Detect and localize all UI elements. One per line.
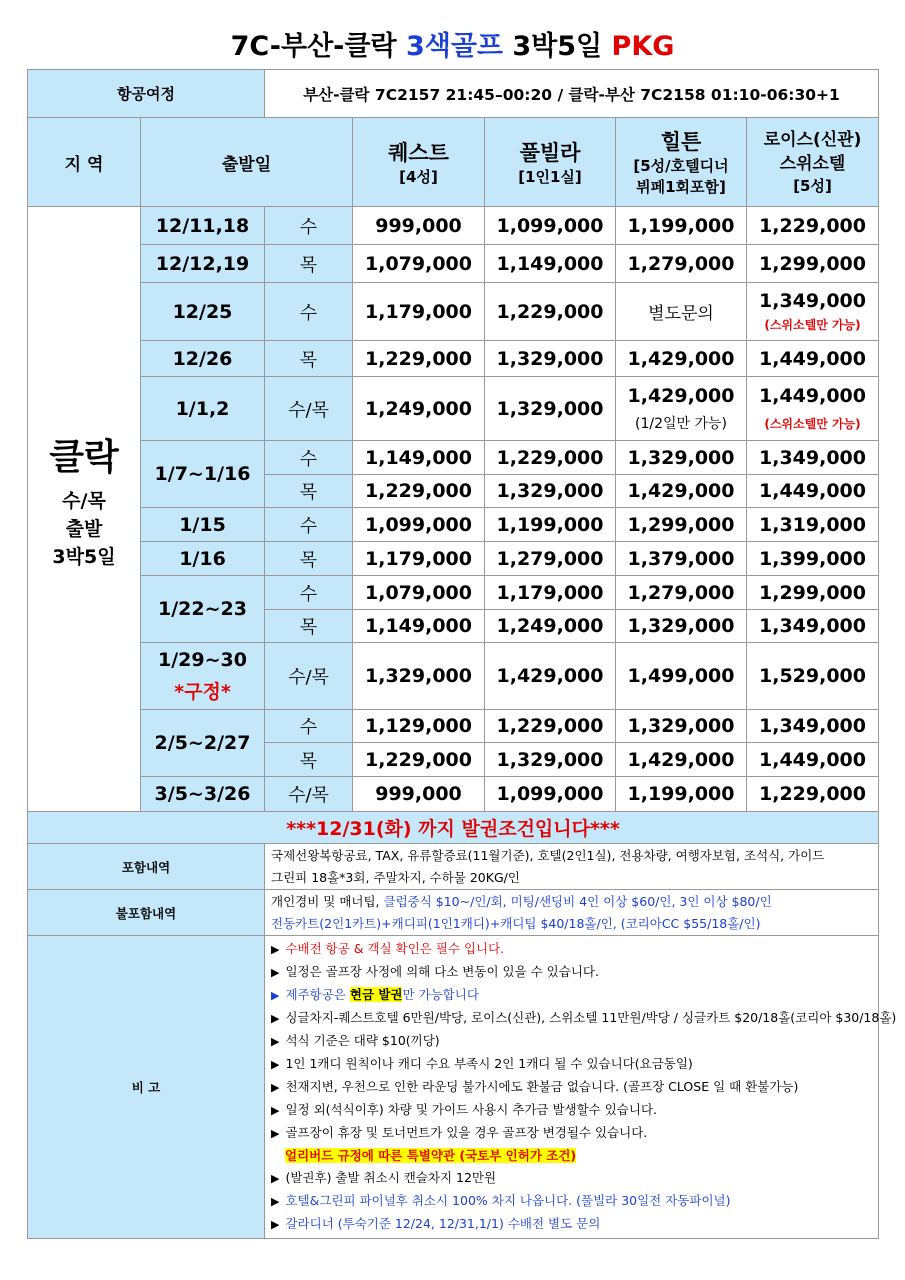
remark-item: ▶ 제주항공은 현금 발권만 가능합니다 <box>271 987 479 1002</box>
price-hilton: 1,329,000 <box>616 610 747 643</box>
remarks-row <box>28 936 879 1239</box>
hotel-name: 퀘스트 <box>388 140 449 165</box>
table-row <box>28 777 879 812</box>
price-hilton: 1,429,000 <box>616 475 747 508</box>
remarks-label: 비 고 <box>28 936 265 1239</box>
table-row <box>28 576 879 610</box>
price-swissotel: 1,229,000 <box>747 207 879 245</box>
remark-item: ▶ 골프장이 휴장 및 토너먼트가 있을 경우 골프장 변경될수 있습니다. <box>271 1125 648 1140</box>
date-cell: 12/25 <box>141 283 265 341</box>
dow-cell: 목 <box>265 245 353 283</box>
price-hilton: 1,299,000 <box>616 508 747 542</box>
price-note: (1/2일만 가능) <box>634 415 727 432</box>
page-title <box>0 24 905 63</box>
dow-cell: 수 <box>265 441 353 475</box>
date-cell: 1/1,2 <box>141 377 265 441</box>
included-row <box>28 844 879 890</box>
dow-cell: 목 <box>265 475 353 508</box>
price-quest: 1,129,000 <box>353 710 485 743</box>
included-line: 국제선왕복항공료, TAX, 유류할증료(11월기준), 호텔(2인1실), 전용차량, 여행자보험, 조석식, 가이드 <box>271 848 825 863</box>
table-row <box>28 245 879 283</box>
price-hilton: 1,379,000 <box>616 542 747 576</box>
header-region: 지 역 <box>28 118 141 207</box>
price-swissotel: 1,299,000 <box>747 576 879 610</box>
table-row <box>28 508 879 542</box>
table-row <box>28 542 879 576</box>
date-cell: 1/16 <box>141 542 265 576</box>
price-swissotel: 1,529,000 <box>747 643 879 710</box>
price-poolvilla: 1,229,000 <box>485 441 616 475</box>
hotel-name: 로이스(신관) <box>763 129 862 150</box>
table-row <box>28 377 879 441</box>
price-hilton <box>616 377 747 441</box>
price-value: 1,349,000 <box>759 290 866 312</box>
hotel-grade: [1인1실] <box>518 167 582 186</box>
price-swissotel <box>747 283 879 341</box>
earlybird-highlight: 얼리버드 규정에 따른 특별약관 (국토부 인허가 조건) <box>285 1148 577 1163</box>
region-depart: 출발 <box>65 518 103 540</box>
date-cell: 2/5~2/27 <box>141 710 265 777</box>
date-cell: 12/11,18 <box>141 207 265 245</box>
price-quest: 1,229,000 <box>353 341 485 377</box>
header-hotel-swissotel <box>747 118 879 207</box>
price-hilton: 1,329,000 <box>616 441 747 475</box>
price-hilton: 1,429,000 <box>616 341 747 377</box>
region-name: 클락 <box>49 437 119 478</box>
hotel-grade: [4성] <box>399 167 438 186</box>
price-poolvilla: 1,279,000 <box>485 542 616 576</box>
price-hilton: 1,329,000 <box>616 710 747 743</box>
triangle-bullet-icon: ▶ <box>271 1035 280 1048</box>
dow-cell: 수 <box>265 710 353 743</box>
dow-cell: 수/목 <box>265 643 353 710</box>
price-note: (스위소텔만 가능) <box>764 318 861 332</box>
hotel-name: 힐튼 <box>660 130 702 154</box>
table-row <box>28 441 879 475</box>
price-swissotel: 1,449,000 <box>747 341 879 377</box>
price-swissotel: 1,449,000 <box>747 743 879 777</box>
remark-item: ▶ (발권후) 출발 취소시 캔슬차지 12만원 <box>271 1170 497 1185</box>
price-poolvilla: 1,099,000 <box>485 777 616 812</box>
included-line: 그린피 18홀*3회, 주말차지, 수하물 20KG/인 <box>271 869 520 885</box>
header-departure: 출발일 <box>141 118 353 207</box>
price-swissotel: 1,229,000 <box>747 777 879 812</box>
header-hotel-quest <box>353 118 485 207</box>
remark-item: ▶ 일정 외(석식이후) 차량 및 가이드 사용시 추가금 발생할수 있습니다. <box>271 1102 658 1117</box>
price-quest: 1,329,000 <box>353 643 485 710</box>
dow-cell: 수 <box>265 576 353 610</box>
price-quest: 1,079,000 <box>353 576 485 610</box>
table-row <box>28 283 879 341</box>
deadline-row <box>28 812 879 844</box>
price-quest: 1,149,000 <box>353 441 485 475</box>
triangle-bullet-icon: ▶ <box>271 943 280 956</box>
region-cell <box>28 207 141 812</box>
flight-row <box>28 70 879 118</box>
dow-cell: 목 <box>265 610 353 643</box>
price-quest: 1,079,000 <box>353 245 485 283</box>
remark-item: ▶ 갈라디너 (투숙기준 12/24, 12/31,1/1) 수배전 별도 문의 <box>271 1216 601 1231</box>
price-poolvilla: 1,329,000 <box>485 377 616 441</box>
price-value: 1,449,000 <box>759 385 866 407</box>
dow-cell: 목 <box>265 743 353 777</box>
price-poolvilla: 1,199,000 <box>485 508 616 542</box>
price-table <box>27 69 897 1239</box>
dow-cell: 수 <box>265 207 353 245</box>
excluded-label: 불포함내역 <box>28 890 265 936</box>
price-hilton: 1,199,000 <box>616 207 747 245</box>
date-cell: 12/12,19 <box>141 245 265 283</box>
date-cell: 12/26 <box>141 341 265 377</box>
price-quest: 1,179,000 <box>353 283 485 341</box>
price-quest: 1,149,000 <box>353 610 485 643</box>
excluded-text: 개인경비 및 매너팁, <box>271 894 384 909</box>
price-quest: 1,229,000 <box>353 743 485 777</box>
cash-highlight: 현금 발권 <box>349 987 403 1002</box>
header-row <box>28 118 879 207</box>
remark-item: ▶ 호텔&그린피 파이널후 취소시 100% 차지 나옵니다. (풀빌라 30일전 자동파이널) <box>271 1193 731 1208</box>
region-duration: 3박5일 <box>52 546 116 568</box>
hotel-grade: 뷔페1회포함] <box>636 178 726 196</box>
triangle-bullet-icon: ▶ <box>271 1081 280 1094</box>
price-poolvilla: 1,249,000 <box>485 610 616 643</box>
triangle-bullet-icon: ▶ <box>271 1012 280 1025</box>
price-value: 1,429,000 <box>627 384 735 407</box>
header-hotel-poolvilla <box>485 118 616 207</box>
triangle-bullet-icon: ▶ <box>271 1058 280 1071</box>
triangle-bullet-icon: ▶ <box>271 1172 280 1185</box>
remark-item: ▶ 일정은 골프장 사정에 의해 다소 변동이 있을 수 있습니다. <box>271 964 599 979</box>
price-swissotel: 1,349,000 <box>747 610 879 643</box>
flight-value: 부산-클락 7C2157 21:45–00:20 / 클락-부산 7C2158 01:10-06:30+1 <box>265 70 879 118</box>
remark-item: ▶ 천재지변, 우천으로 인한 라운딩 불가시에도 환불금 없습니다. (골프장 CLOSE 일 때 환불가능) <box>271 1079 799 1094</box>
excluded-line: 전동카트(2인1카트)+캐디피(1인1캐디)+캐디팁 $40/18홀/인, (코리아CC $55/18홀/인) <box>271 915 761 931</box>
date-cell <box>141 643 265 710</box>
deadline-notice: ***12/31(화) 까지 발권조건입니다*** <box>28 812 879 844</box>
flight-label: 항공여정 <box>28 70 265 118</box>
price-hilton: 1,199,000 <box>616 777 747 812</box>
remark-item: ▶ 수배전 항공 & 객실 확인은 필수 입니다. <box>271 941 505 956</box>
dow-cell: 목 <box>265 341 353 377</box>
triangle-bullet-icon: ▶ <box>271 1195 280 1208</box>
price-hilton: 별도문의 <box>616 283 747 341</box>
region-days: 수/목 <box>62 490 106 512</box>
price-quest: 1,179,000 <box>353 542 485 576</box>
price-poolvilla: 1,229,000 <box>485 283 616 341</box>
title-duration: 3박5일 <box>503 31 612 62</box>
hotel-grade: [5성] <box>793 176 832 195</box>
price-poolvilla: 1,429,000 <box>485 643 616 710</box>
date-cell: 3/5~3/26 <box>141 777 265 812</box>
price-poolvilla: 1,329,000 <box>485 475 616 508</box>
price-quest: 999,000 <box>353 207 485 245</box>
price-swissotel: 1,399,000 <box>747 542 879 576</box>
table-row <box>28 643 879 710</box>
dow-cell: 수/목 <box>265 777 353 812</box>
triangle-bullet-icon: ▶ <box>271 1127 280 1140</box>
dow-cell: 수/목 <box>265 377 353 441</box>
triangle-bullet-icon: ▶ <box>271 989 280 1002</box>
remark-item: ▶ 석식 기준은 대략 $10(끼당) <box>271 1033 440 1048</box>
included-content <box>265 844 879 890</box>
price-swissotel: 1,449,000 <box>747 475 879 508</box>
dow-cell: 수 <box>265 508 353 542</box>
included-label: 포함내역 <box>28 844 265 890</box>
date-cell: 1/7~1/16 <box>141 441 265 508</box>
triangle-bullet-icon: ▶ <box>271 966 280 979</box>
price-note: (스위소텔만 가능) <box>764 417 861 431</box>
title-golf: 3색골프 <box>405 31 503 62</box>
table-row <box>28 341 879 377</box>
remark-item: ▶ 싱글차지-퀘스트호텔 6만원/박당, 로이스(신관), 스위소텔 11만원/박당 / 싱글카트 $20/18홀(코리아 $30/18홀) <box>271 1010 897 1025</box>
remark-item: ▶ 1인 1캐디 원칙이나 캐디 수요 부족시 2인 1캐디 될 수 있습니다(요금동일) <box>271 1056 693 1071</box>
hotel-name: 스위소텔 <box>779 153 846 174</box>
price-poolvilla: 1,329,000 <box>485 743 616 777</box>
price-swissotel <box>747 377 879 441</box>
price-quest: 999,000 <box>353 777 485 812</box>
price-poolvilla: 1,099,000 <box>485 207 616 245</box>
date-value: 1/29~30 <box>158 648 247 671</box>
price-hilton: 1,499,000 <box>616 643 747 710</box>
price-quest: 1,249,000 <box>353 377 485 441</box>
price-poolvilla: 1,149,000 <box>485 245 616 283</box>
title-pkg: PKG <box>611 31 675 62</box>
price-swissotel: 1,319,000 <box>747 508 879 542</box>
hotel-grade: [5성/호텔디너 <box>633 157 729 175</box>
excluded-row <box>28 890 879 936</box>
holiday-note: *구정* <box>174 680 231 703</box>
price-poolvilla: 1,229,000 <box>485 710 616 743</box>
date-cell: 1/22~23 <box>141 576 265 643</box>
excluded-text-blue: 클럽중식 $10~/인/회, 미팅/샌딩비 4인 이상 $60/인, 3인 이상 $80/인 <box>383 894 772 909</box>
price-hilton: 1,279,000 <box>616 576 747 610</box>
triangle-bullet-icon: ▶ <box>271 1104 280 1117</box>
price-poolvilla: 1,179,000 <box>485 576 616 610</box>
triangle-bullet-icon: ▶ <box>271 1218 280 1231</box>
price-poolvilla: 1,329,000 <box>485 341 616 377</box>
dow-cell: 목 <box>265 542 353 576</box>
table-row <box>28 207 879 245</box>
price-hilton: 1,429,000 <box>616 743 747 777</box>
price-quest: 1,099,000 <box>353 508 485 542</box>
header-hotel-hilton <box>616 118 747 207</box>
price-hilton: 1,279,000 <box>616 245 747 283</box>
excluded-content <box>265 890 879 936</box>
title-route: 7C-부산-클락 <box>230 31 406 62</box>
date-cell: 1/15 <box>141 508 265 542</box>
price-quest: 1,229,000 <box>353 475 485 508</box>
price-swissotel: 1,299,000 <box>747 245 879 283</box>
dow-cell: 수 <box>265 283 353 341</box>
table-row <box>28 710 879 743</box>
hotel-name: 풀빌라 <box>519 140 581 165</box>
remark-item <box>271 1145 878 1167</box>
remarks-content <box>265 936 897 1239</box>
price-swissotel: 1,349,000 <box>747 710 879 743</box>
price-swissotel: 1,349,000 <box>747 441 879 475</box>
